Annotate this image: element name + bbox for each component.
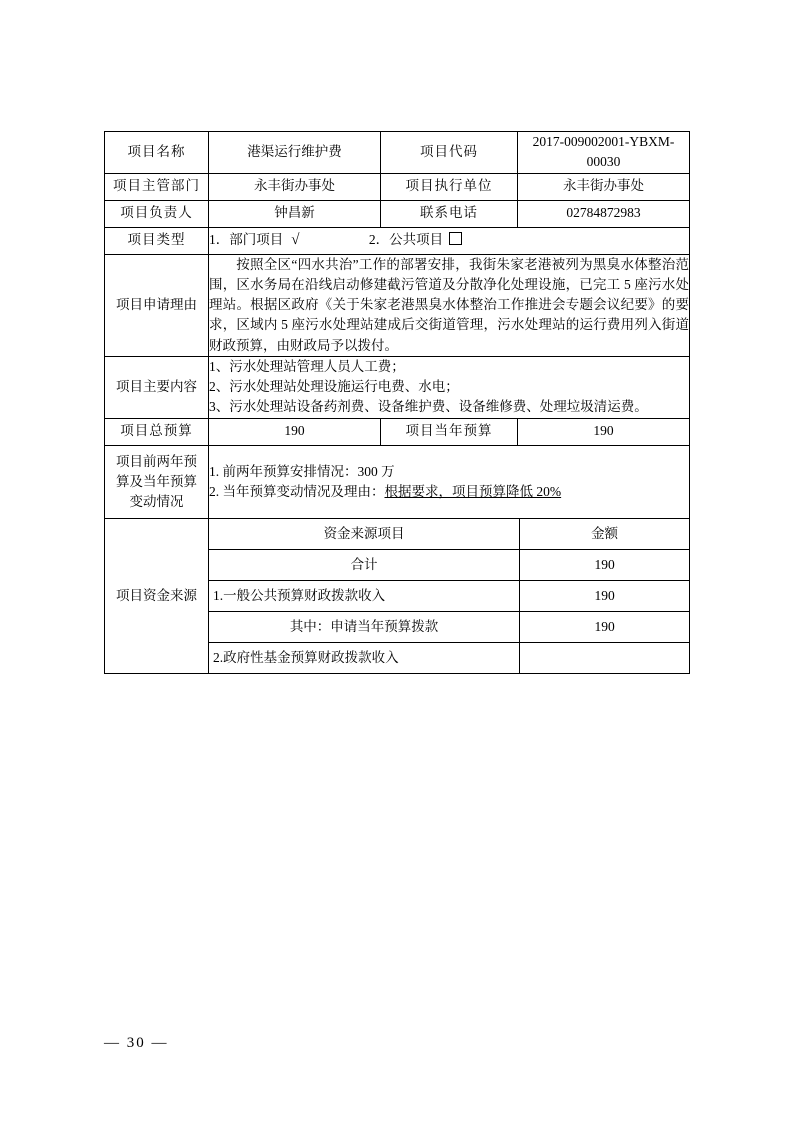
project-type-option-public: 2．公共项目: [368, 232, 444, 248]
value-contact-phone: 02784872983: [518, 200, 690, 227]
label-contact-phone: 联系电话: [381, 200, 518, 227]
header-funding-source: 资金来源项目: [209, 519, 520, 550]
label-project-code: 项目代码: [381, 132, 518, 174]
table-row: [105, 254, 690, 356]
label-funding-source: 项目资金来源: [105, 519, 209, 674]
table-row: [209, 581, 689, 612]
label-main-content: 项目主要内容: [105, 356, 209, 418]
value-application-reason: 按照全区“四水共治”工作的部署安排，我街朱家老港被列为黑臭水体整治范围，区水务局在沿线启动修建截污管道及分散净化处理设施，已完工 5 座污水处理站。根据区政府《关于朱家老港黑臭水体整治工作推进会专题会议纪要》的要求，区域内 5 座污水处理站建成后交街道管理，污水处理站的运行费用列入街道财政预算，由财政局予以拨付。: [209, 254, 690, 356]
label-supervising-department: 项目主管部门: [105, 173, 209, 200]
funding-source-table: [209, 519, 689, 673]
project-budget-form: [104, 131, 689, 674]
funding-row-amount: 190: [520, 612, 689, 643]
checkbox-icon: [449, 232, 462, 245]
funding-row-amount: 190: [520, 581, 689, 612]
table-row: [105, 519, 690, 674]
table-row: [209, 643, 689, 674]
header-amount: 金额: [520, 519, 689, 550]
value-total-budget: 190: [209, 418, 381, 445]
value-executing-unit: 永丰街办事处: [518, 173, 690, 200]
label-project-manager: 项目负责人: [105, 200, 209, 227]
table-row: [209, 612, 689, 643]
funding-row-source: 2.政府性基金预算财政拨款收入: [209, 643, 520, 674]
form-table: [104, 131, 690, 674]
table-row: [105, 173, 690, 200]
funding-row-amount: [520, 643, 689, 674]
label-project-type: 项目类型: [105, 227, 209, 254]
label-project-name: 项目名称: [105, 132, 209, 174]
checkmark-icon: √: [291, 232, 300, 249]
label-total-budget: 项目总预算: [105, 418, 209, 445]
table-header-row: [209, 519, 689, 550]
label-application-reason: 项目申请理由: [105, 254, 209, 356]
value-supervising-department: 永丰街办事处: [209, 173, 381, 200]
value-project-type: [209, 227, 690, 254]
value-project-code: 2017-009002001-YBXM-00030: [518, 132, 690, 174]
table-row: [105, 200, 690, 227]
funding-row-source: 1.一般公共预算财政拨款收入: [209, 581, 520, 612]
page-number: — 30 —: [104, 1035, 169, 1051]
funding-row-source: 合计: [209, 550, 520, 581]
value-project-manager: 钟昌新: [209, 200, 381, 227]
table-row: [209, 550, 689, 581]
label-executing-unit: 项目执行单位: [381, 173, 518, 200]
table-row: [105, 356, 690, 418]
funding-row-source: 其中：申请当年预算拨款: [209, 612, 520, 643]
table-row: [105, 132, 690, 174]
table-row: [105, 445, 690, 519]
budget-change-reason: 根据要求，项目预算降低 20%: [384, 483, 562, 499]
table-row: [105, 227, 690, 254]
project-type-option-department: 1．部门项目: [209, 232, 284, 248]
value-current-year-budget: 190: [518, 418, 690, 445]
funding-source-table-wrapper: [209, 519, 690, 674]
label-budget-change: 项目前两年预算及当年预算变动情况: [105, 445, 209, 519]
funding-row-amount: 190: [520, 550, 689, 581]
value-project-name: 港渠运行维护费: [209, 132, 381, 174]
list-item: 1、污水处理站管理人员人工费；: [209, 358, 405, 374]
label-current-year-budget: 项目当年预算: [381, 418, 518, 445]
budget-change-line-2: 2. 当年预算变动情况及理由：根据要求，项目预算降低 20%: [209, 483, 562, 499]
table-row: [105, 418, 690, 445]
list-item: 2、污水处理站处理设施运行电费、水电；: [209, 379, 459, 394]
value-budget-change: [209, 445, 690, 519]
list-item: 3、污水处理站设备药剂费、设备维护费、设备维修费、处理垃圾清运费。: [209, 399, 648, 415]
value-main-content: [209, 356, 690, 418]
budget-change-line-1: 1. 前两年预算安排情况：300 万: [209, 463, 395, 479]
